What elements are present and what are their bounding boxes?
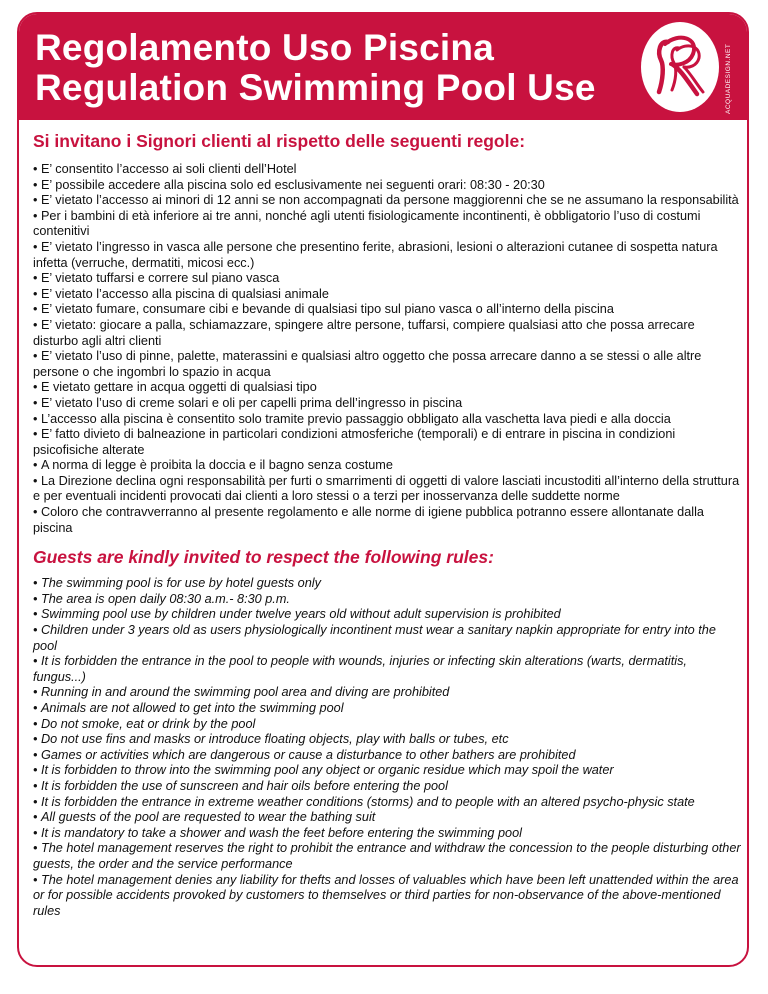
title-italian: Regolamento Uso Piscina bbox=[35, 27, 494, 68]
rule-item-italian: • E’ vietato tuffarsi e correre sul piano vasca bbox=[33, 271, 741, 287]
rule-item-italian: • E’ vietato l’accesso alla piscina di qualsiasi animale bbox=[33, 287, 741, 303]
rules-content bbox=[33, 126, 741, 919]
rule-item-english: • The area is open daily 08:30 a.m.- 8:30 p.m. bbox=[33, 592, 741, 608]
rule-item-english: • All guests of the pool are requested to wear the bathing suit bbox=[33, 810, 741, 826]
rule-item-italian: • Coloro che contravverranno al presente regolamento e alle norme di igiene pubblica potranno essere allontanate dalla piscina bbox=[33, 505, 741, 536]
rule-item-english: • Children under 3 years old as users physiologically incontinent must wear a sanitary napkin appropriate for entry into the pool bbox=[33, 623, 741, 654]
english-rules-list bbox=[33, 576, 741, 919]
rule-item-english: • Animals are not allowed to get into the swimming pool bbox=[33, 701, 741, 717]
double-r-monogram-icon bbox=[641, 22, 719, 112]
rule-item-italian: • A norma di legge è proibita la doccia e il bagno senza costume bbox=[33, 458, 741, 474]
rule-item-italian: • E’ vietato l’uso di pinne, palette, materassini e qualsiasi altro oggetto che possa arrecare danno a se stessi o alle altre persone o che ingombri lo spazio in acqua bbox=[33, 349, 741, 380]
header-banner bbox=[19, 14, 747, 120]
rule-item-english: • Running in and around the swimming pool area and diving are prohibited bbox=[33, 685, 741, 701]
rule-item-english: • It is forbidden the use of sunscreen and hair oils before entering the pool bbox=[33, 779, 741, 795]
page-title bbox=[35, 28, 596, 108]
english-heading: Guests are kindly invited to respect the following rules: bbox=[33, 547, 494, 568]
logo-svg bbox=[641, 22, 719, 112]
regulation-sign bbox=[17, 12, 749, 967]
rule-item-italian: • E’ vietato fumare, consumare cibi e bevande di qualsiasi tipo sul piano vasca o all’interno della piscina bbox=[33, 302, 741, 318]
rule-item-english: • It is forbidden the entrance in the pool to people with wounds, injuries or infecting skin alterations (warts, dermatitis, fungus...) bbox=[33, 654, 741, 685]
vertical-credit: ACQUADESIGN.NET bbox=[725, 43, 732, 114]
rule-item-english: • It is forbidden to throw into the swimming pool any object or organic residue which may spoil the water bbox=[33, 763, 741, 779]
rule-item-english: • The hotel management reserves the right to prohibit the entrance and withdraw the concession to the people disturbing other guests, the order and the service performance bbox=[33, 841, 741, 872]
rule-item-italian: • E’ possibile accedere alla piscina solo ed esclusivamente nei seguenti orari: 08:30 - 20:30 bbox=[33, 178, 741, 194]
rule-item-english: • It is forbidden the entrance in extreme weather conditions (storms) and to people with an altered psycho-physic state bbox=[33, 795, 741, 811]
rule-item-english: • Do not use fins and masks or introduce floating objects, play with balls or tubes, etc bbox=[33, 732, 741, 748]
rule-item-italian: • L’accesso alla piscina è consentito solo tramite previo passaggio obbligato alla vaschetta lava piedi e alla doccia bbox=[33, 412, 741, 428]
rule-item-english: • It is mandatory to take a shower and wash the feet before entering the swimming pool bbox=[33, 826, 741, 842]
rule-item-italian: • La Direzione declina ogni responsabilità per furti o smarrimenti di oggetti di valore lasciati incustoditi all’interno della struttura e per eventuali incidenti provocati dai clienti a loro stessi o a terzi per inosservanza delle suddette norme bbox=[33, 474, 741, 505]
rule-item-italian: • E’ fatto divieto di balneazione in particolari condizioni atmosferiche (temporali) e di entrare in piscina in condizioni psicofisiche alterate bbox=[33, 427, 741, 458]
italian-rules-list bbox=[33, 162, 741, 536]
rule-item-italian: • E’ vietato l’uso di creme solari e oli per capelli prima dell’ingresso in piscina bbox=[33, 396, 741, 412]
rule-item-english: • Games or activities which are dangerous or cause a disturbance to other bathers are prohibited bbox=[33, 748, 741, 764]
rule-item-english: • Do not smoke, eat or drink by the pool bbox=[33, 717, 741, 733]
rule-item-italian: • Per i bambini di età inferiore ai tre anni, nonché agli utenti fisiologicamente incontinenti, è obbligatorio l’uso di costumi contenitivi bbox=[33, 209, 741, 240]
rule-item-italian: • E’ vietato: giocare a palla, schiamazzare, spingere altre persone, tuffarsi, compiere qualsiasi atto che possa arrecare disturbo agli altri clienti bbox=[33, 318, 741, 349]
rule-item-italian: • E’ consentito l’accesso ai soli clienti dell’Hotel bbox=[33, 162, 741, 178]
rule-item-english: • The swimming pool is for use by hotel guests only bbox=[33, 576, 741, 592]
rule-item-english: • Swimming pool use by children under twelve years old without adult supervision is prohibited bbox=[33, 607, 741, 623]
rule-item-italian: • E vietato gettare in acqua oggetti di qualsiasi tipo bbox=[33, 380, 741, 396]
title-english: Regulation Swimming Pool Use bbox=[35, 67, 596, 108]
rule-item-english: • The hotel management denies any liability for thefts and losses of valuables which have been left unattended within the area or for possible accidents provoked by customers to themselves or third parties for non-observance of the above-mentioned rules bbox=[33, 873, 741, 920]
rule-item-italian: • E’ vietato l’ingresso in vasca alle persone che presentino ferite, abrasioni, lesioni o alterazioni cutanee di sospetta natura infetta (verruche, dermatiti, micosi ecc.) bbox=[33, 240, 741, 271]
rule-item-italian: • E’ vietato l’accesso ai minori di 12 anni se non accompagnati da persone maggiorenni che se ne assumano la responsabilità bbox=[33, 193, 741, 209]
italian-heading: Si invitano i Signori clienti al rispetto delle seguenti regole: bbox=[33, 131, 526, 151]
